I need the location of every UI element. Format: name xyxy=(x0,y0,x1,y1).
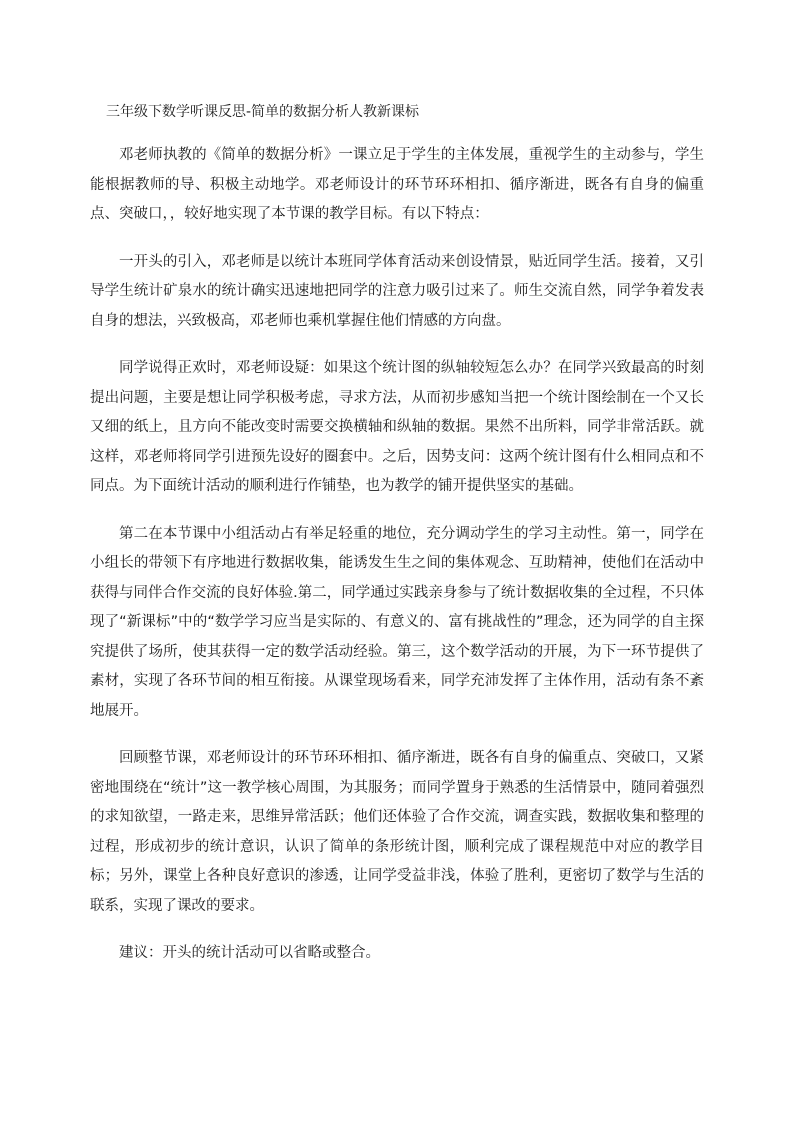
paragraph-intro: 邓老师执教的《简单的数据分析》一课立足于学生的主体发展，重视学生的主动参与，学生能根据教师的导、积极主动地学。邓老师设计的环节环环相扣、循序渐进，既各有自身的偏重点、突破口，，较好地实现了本节课的教学目标。有以下特点： xyxy=(90,147,704,222)
paragraph-suggestion: 建议：开头的统计活动可以省略或整合。 xyxy=(119,945,380,961)
paragraph-review: 回顾整节课，邓老师设计的环节环环相扣、循序渐进，既各有自身的偏重点、突破口，又紧密地围绕在“统计”这一教学核心周围，为其服务；而同学置身于熟悉的生活情景中，随同着强烈的求知欲望，一路走来，思维异常活跃；他们还体验了合作交流，调查实践，数据收集和整理的过程，形成初步的统计意识，认识了简单的条形统计图，顺利完成了课程规范中对应的教学目标；另外，课堂上各种良好意识的渗透，让同学受益非浅，体验了胜利，更密切了数学与生活的联系，实现了课改的要求。 xyxy=(90,750,704,914)
paragraph-opening: 一开头的引入，邓老师是以统计本班同学体育活动来创设情景，贴近同学生活。接着，又引导学生统计矿泉水的统计确实迅速地把同学的注意力吸引过来了。师生交流自然，同学争着发表自身的想法，兴致极高，邓老师也乘机掌握住他们情感的方向盘。 xyxy=(90,253,704,329)
document-title: 三年级下数学听课反思-简单的数据分析人教新课标 xyxy=(106,104,420,120)
paragraph-question: 同学说得正欢时，邓老师设疑：如果这个统计图的纵轴较短怎么办？在同学兴致最高的时刻提出问题，主要是想让同学积极考虑，寻求方法，从而初步感知当把一个统计图绘制在一个又长又细的纸上，且方向不能改变时需要交换横轴和纵轴的数据。果然不出所料，同学非常活跃。就这样，邓老师将同学引进预先设好的圈套中。之后，因势支问：这两个统计图有什么相同点和不同点。为下面统计活动的顺利进行作铺垫，也为教学的铺开提供坚实的基础。 xyxy=(90,360,704,494)
paragraph-group-activity: 第二在本节课中小组活动占有举足轻重的地位，充分调动学生的学习主动性。第一，同学在小组长的带领下有序地进行数据收集，能诱发生生之间的集体观念、互助精神，使他们在活动中获得与同伴合作交流的良好体验.第二，同学通过实践亲身参与了统计数据收集的全过程，不只体现了“新课标”中的“数学学习应当是实际的、有意义的、富有挑战性的”理念，还为同学的自主探究提供了场所，使其获得一定的数学活动经验。第三，这个数学活动的开展，为下一环节提供了素材，实现了各环节间的相互衔接。从课堂现场看来，同学充沛发挥了主体作用，活动有条不紊地展开。 xyxy=(90,525,704,719)
